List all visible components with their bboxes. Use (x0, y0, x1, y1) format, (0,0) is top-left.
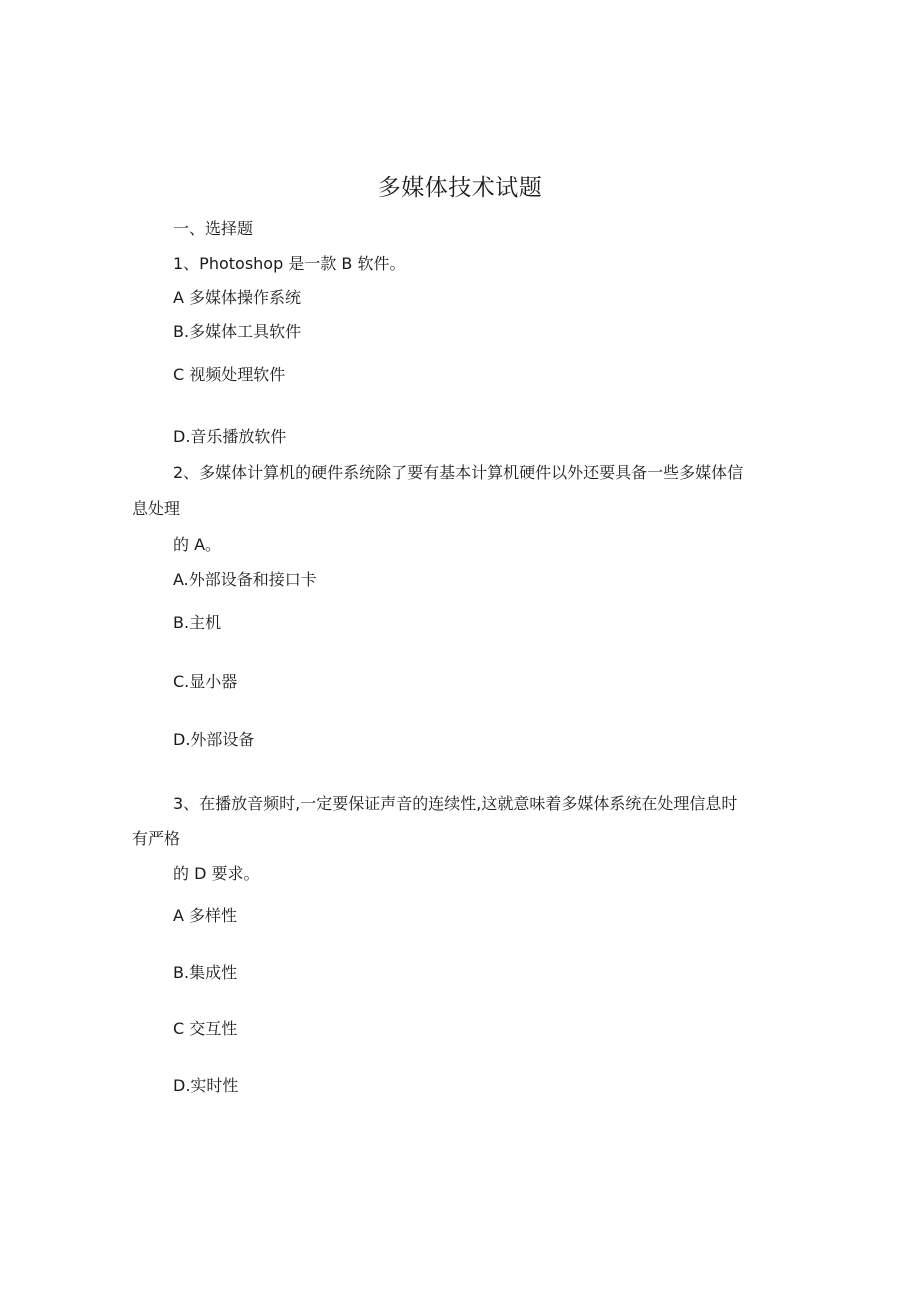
question-1-option-a: A 多媒体操作系统 (173, 288, 302, 307)
question-1-stem: 1、Photoshop 是一款 B 软件。 (173, 254, 406, 273)
question-2-option-b: B.主机 (173, 613, 222, 632)
question-3-stem-line2: 有严格 (132, 829, 181, 848)
question-2-stem-line2: 息处理 (132, 499, 181, 518)
question-1-option-d: D.音乐播放软件 (173, 427, 287, 446)
question-2-option-d: D.外部设备 (173, 730, 255, 749)
question-2-stem-line1: 2、多媒体计算机的硬件系统除了要有基本计算机硬件以外还要具备一些多媒体信 (173, 463, 744, 482)
question-3-option-a: A 多样性 (173, 906, 238, 925)
question-2-stem-line3: 的 A。 (173, 535, 222, 554)
question-3-option-d: D.实时性 (173, 1076, 239, 1095)
document-title: 多媒体技术试题 (377, 175, 543, 201)
question-2-option-a: A.外部设备和接口卡 (173, 570, 317, 589)
question-2-option-c: C.显小器 (173, 672, 238, 691)
question-3-option-c: C 交互性 (173, 1019, 238, 1038)
question-1-option-b: B.多媒体工具软件 (173, 322, 302, 341)
question-3-stem-line3: 的 D 要求。 (173, 864, 260, 883)
section-heading: 一、选择题 (173, 219, 254, 238)
question-1-option-c: C 视频处理软件 (173, 365, 286, 384)
question-3-stem-line1: 3、在播放音频时,一定要保证声音的连续性,这就意味着多媒体系统在处理信息时 (173, 794, 738, 813)
question-3-option-b: B.集成性 (173, 963, 238, 982)
